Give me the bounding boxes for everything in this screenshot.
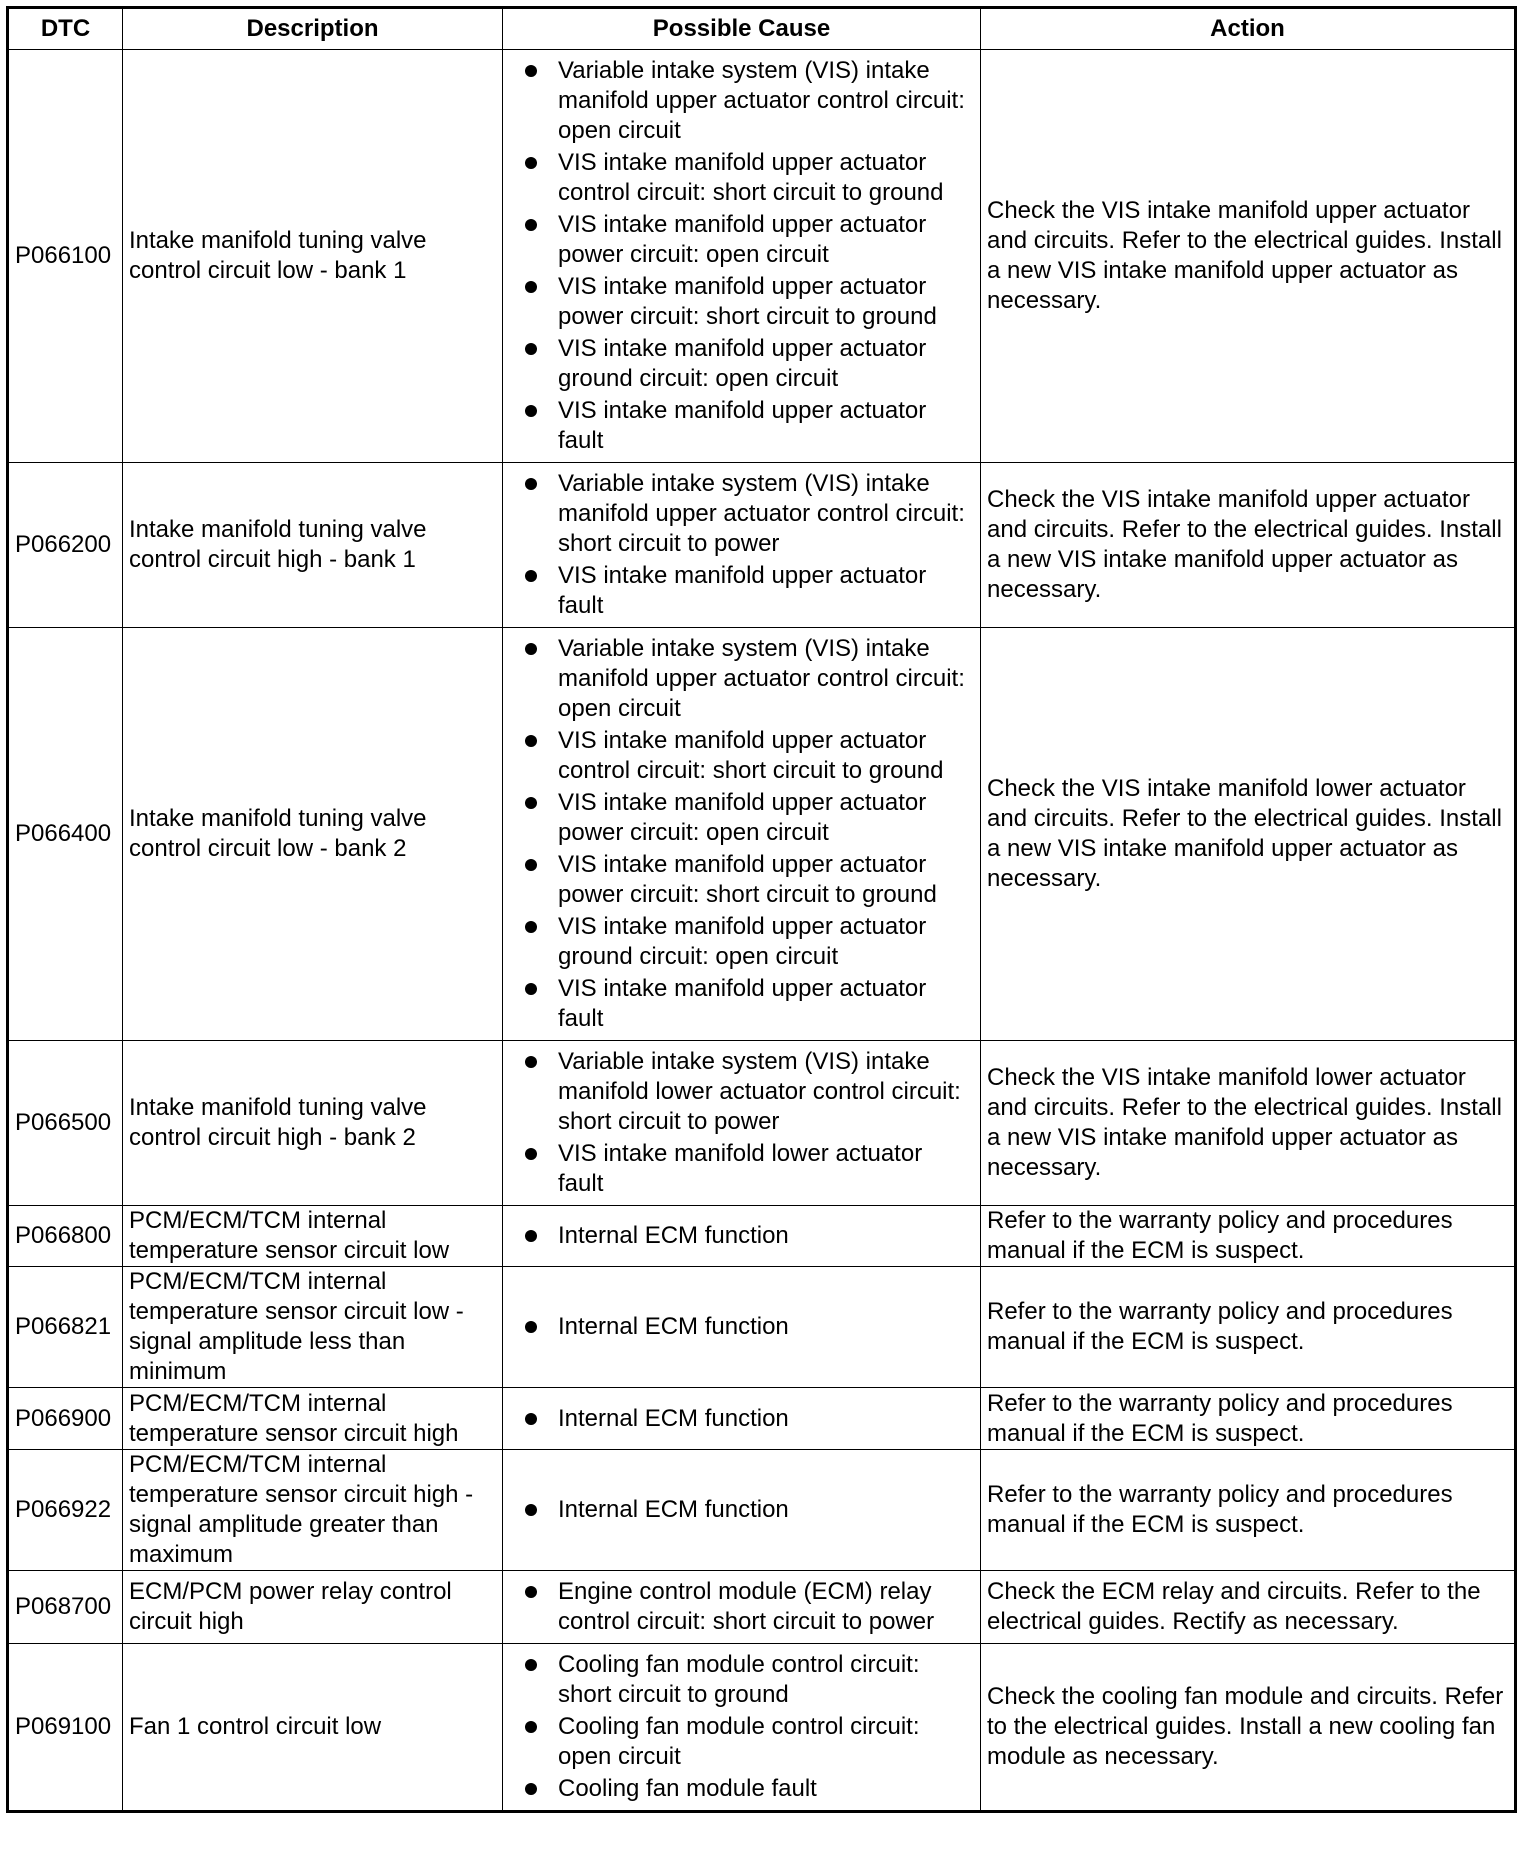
list-item	[523, 469, 974, 559]
cause-list	[523, 1221, 974, 1251]
bullet-icon	[525, 735, 537, 747]
dtc-code: P066400	[8, 628, 123, 1041]
cause-list	[523, 1650, 974, 1804]
dtc-description: ECM/PCM power relay control circuit high	[123, 1571, 503, 1644]
possible-cause-cell	[503, 628, 981, 1041]
dtc-code: P068700	[8, 1571, 123, 1644]
dtc-description: Intake manifold tuning valve control circuit low - bank 1	[123, 50, 503, 463]
cause-text: Internal ECM function	[558, 1222, 789, 1249]
dtc-description: Intake manifold tuning valve control circuit low - bank 2	[123, 628, 503, 1041]
bullet-icon	[525, 1659, 537, 1671]
bullet-icon	[525, 65, 537, 77]
dtc-code: P066900	[8, 1388, 123, 1450]
cause-text: Variable intake system (VIS) intake manifold lower actuator control circuit: short circuit to power	[558, 1048, 961, 1135]
bullet-icon	[525, 983, 537, 995]
list-item	[523, 1774, 974, 1804]
dtc-description: PCM/ECM/TCM internal temperature sensor circuit low	[123, 1206, 503, 1267]
bullet-icon	[525, 1413, 537, 1425]
dtc-description: PCM/ECM/TCM internal temperature sensor circuit low - signal amplitude less than minimum	[123, 1267, 503, 1388]
cause-text: VIS intake manifold lower actuator fault	[558, 1140, 923, 1197]
list-item	[523, 56, 974, 146]
cause-list	[523, 1404, 974, 1434]
cause-text: VIS intake manifold upper actuator control circuit: short circuit to ground	[558, 727, 944, 784]
bullet-icon	[525, 1721, 537, 1733]
list-item	[523, 726, 974, 786]
dtc-code: P066821	[8, 1267, 123, 1388]
table-row	[8, 1388, 1516, 1450]
cause-text: Cooling fan module control circuit: short circuit to ground	[558, 1651, 920, 1708]
header-possible-cause: Possible Cause	[503, 8, 981, 50]
list-item	[523, 1495, 974, 1525]
cause-text: VIS intake manifold upper actuator fault	[558, 397, 927, 454]
list-item	[523, 148, 974, 208]
dtc-code: P066100	[8, 50, 123, 463]
header-action: Action	[981, 8, 1516, 50]
bullet-icon	[525, 157, 537, 169]
bullet-icon	[525, 1056, 537, 1068]
possible-cause-cell	[503, 1644, 981, 1812]
table-row	[8, 1644, 1516, 1812]
possible-cause-cell	[503, 1571, 981, 1644]
list-item	[523, 1221, 974, 1251]
bullet-icon	[525, 1504, 537, 1516]
table-row	[8, 628, 1516, 1041]
cause-text: Internal ECM function	[558, 1404, 789, 1432]
list-item	[523, 396, 974, 456]
bullet-icon	[525, 1783, 537, 1795]
list-item	[523, 634, 974, 724]
table-row	[8, 1267, 1516, 1388]
dtc-table-container	[6, 6, 1514, 1813]
action-text: Check the cooling fan module and circuits. Refer to the electrical guides. Install a new cooling fan module as necessary.	[981, 1644, 1516, 1812]
list-item	[523, 1139, 974, 1199]
table-row	[8, 1450, 1516, 1571]
header-dtc: DTC	[8, 8, 123, 50]
dtc-description: Fan 1 control circuit low	[123, 1644, 503, 1812]
cause-text: Variable intake system (VIS) intake manifold upper actuator control circuit: open circuit	[558, 635, 965, 722]
list-item	[523, 788, 974, 848]
cause-text: Internal ECM function	[558, 1496, 789, 1523]
bullet-icon	[525, 405, 537, 417]
bullet-icon	[525, 343, 537, 355]
action-text: Refer to the warranty policy and procedures manual if the ECM is suspect.	[981, 1388, 1516, 1450]
bullet-icon	[525, 921, 537, 933]
bullet-icon	[525, 859, 537, 871]
list-item	[523, 561, 974, 621]
cause-list	[523, 634, 974, 1034]
action-text: Check the VIS intake manifold upper actuator and circuits. Refer to the electrical guides. Install a new VIS intake manifold upper actuator as necessary.	[981, 50, 1516, 463]
cause-text: VIS intake manifold upper actuator ground circuit: open circuit	[558, 913, 927, 970]
list-item	[523, 1404, 974, 1434]
list-item	[523, 1577, 974, 1637]
cause-text: Cooling fan module control circuit: open circuit	[558, 1713, 920, 1770]
cause-text: Variable intake system (VIS) intake manifold upper actuator control circuit: short circuit to power	[558, 470, 965, 557]
cause-text: Variable intake system (VIS) intake manifold upper actuator control circuit: open circuit	[558, 57, 965, 144]
dtc-code: P066200	[8, 463, 123, 628]
table-row	[8, 50, 1516, 463]
table-row	[8, 1206, 1516, 1267]
possible-cause-cell	[503, 1450, 981, 1571]
list-item	[523, 272, 974, 332]
list-item	[523, 334, 974, 394]
cause-text: VIS intake manifold upper actuator power circuit: short circuit to ground	[558, 851, 937, 908]
list-item	[523, 1712, 974, 1772]
cause-text: VIS intake manifold upper actuator ground circuit: open circuit	[558, 335, 927, 392]
dtc-code: P066922	[8, 1450, 123, 1571]
bullet-icon	[525, 1321, 537, 1333]
bullet-icon	[525, 1148, 537, 1160]
possible-cause-cell	[503, 1267, 981, 1388]
cause-list	[523, 469, 974, 621]
list-item	[523, 974, 974, 1034]
possible-cause-cell	[503, 1388, 981, 1450]
dtc-code: P066500	[8, 1041, 123, 1206]
dtc-code: P066800	[8, 1206, 123, 1267]
dtc-table	[6, 6, 1517, 1813]
bullet-icon	[525, 1586, 537, 1598]
dtc-description: PCM/ECM/TCM internal temperature sensor circuit high - signal amplitude greater than maximum	[123, 1450, 503, 1571]
action-text: Refer to the warranty policy and procedures manual if the ECM is suspect.	[981, 1450, 1516, 1571]
list-item	[523, 1047, 974, 1137]
cause-list	[523, 1577, 974, 1637]
cause-list	[523, 56, 974, 456]
action-text: Refer to the warranty policy and procedures manual if the ECM is suspect.	[981, 1206, 1516, 1267]
list-item	[523, 210, 974, 270]
bullet-icon	[525, 281, 537, 293]
action-text: Check the VIS intake manifold upper actuator and circuits. Refer to the electrical guides. Install a new VIS intake manifold upper actuator as necessary.	[981, 463, 1516, 628]
cause-text: VIS intake manifold upper actuator control circuit: short circuit to ground	[558, 149, 944, 206]
list-item	[523, 850, 974, 910]
cause-list	[523, 1312, 974, 1342]
table-row	[8, 1571, 1516, 1644]
possible-cause-cell	[503, 1206, 981, 1267]
bullet-icon	[525, 1230, 537, 1242]
cause-text: VIS intake manifold upper actuator power circuit: open circuit	[558, 211, 927, 268]
header-description: Description	[123, 8, 503, 50]
bullet-icon	[525, 219, 537, 231]
table-row	[8, 1041, 1516, 1206]
header-row	[8, 8, 1516, 50]
cause-text: VIS intake manifold upper actuator power circuit: open circuit	[558, 789, 927, 846]
dtc-description: Intake manifold tuning valve control circuit high - bank 2	[123, 1041, 503, 1206]
cause-text: VIS intake manifold upper actuator fault	[558, 975, 927, 1032]
dtc-description: PCM/ECM/TCM internal temperature sensor circuit high	[123, 1388, 503, 1450]
bullet-icon	[525, 643, 537, 655]
list-item	[523, 1312, 974, 1342]
list-item	[523, 1650, 974, 1710]
table-body	[8, 50, 1516, 1812]
dtc-description: Intake manifold tuning valve control circuit high - bank 1	[123, 463, 503, 628]
table-row	[8, 463, 1516, 628]
cause-text: Engine control module (ECM) relay control circuit: short circuit to power	[558, 1578, 935, 1635]
bullet-icon	[525, 478, 537, 490]
possible-cause-cell	[503, 50, 981, 463]
bullet-icon	[525, 570, 537, 582]
action-text: Check the VIS intake manifold lower actuator and circuits. Refer to the electrical guides. Install a new VIS intake manifold upper actuator as necessary.	[981, 1041, 1516, 1206]
possible-cause-cell	[503, 1041, 981, 1206]
cause-text: VIS intake manifold upper actuator fault	[558, 562, 927, 619]
action-text: Refer to the warranty policy and procedures manual if the ECM is suspect.	[981, 1267, 1516, 1388]
possible-cause-cell	[503, 463, 981, 628]
cause-list	[523, 1047, 974, 1199]
cause-list	[523, 1495, 974, 1525]
action-text: Check the VIS intake manifold lower actuator and circuits. Refer to the electrical guides. Install a new VIS intake manifold upper actuator as necessary.	[981, 628, 1516, 1041]
cause-text: Internal ECM function	[558, 1313, 789, 1340]
action-text: Check the ECM relay and circuits. Refer to the electrical guides. Rectify as necessary.	[981, 1571, 1516, 1644]
cause-text: VIS intake manifold upper actuator power circuit: short circuit to ground	[558, 273, 937, 330]
dtc-code: P069100	[8, 1644, 123, 1812]
cause-text: Cooling fan module fault	[558, 1775, 817, 1802]
list-item	[523, 912, 974, 972]
bullet-icon	[525, 797, 537, 809]
